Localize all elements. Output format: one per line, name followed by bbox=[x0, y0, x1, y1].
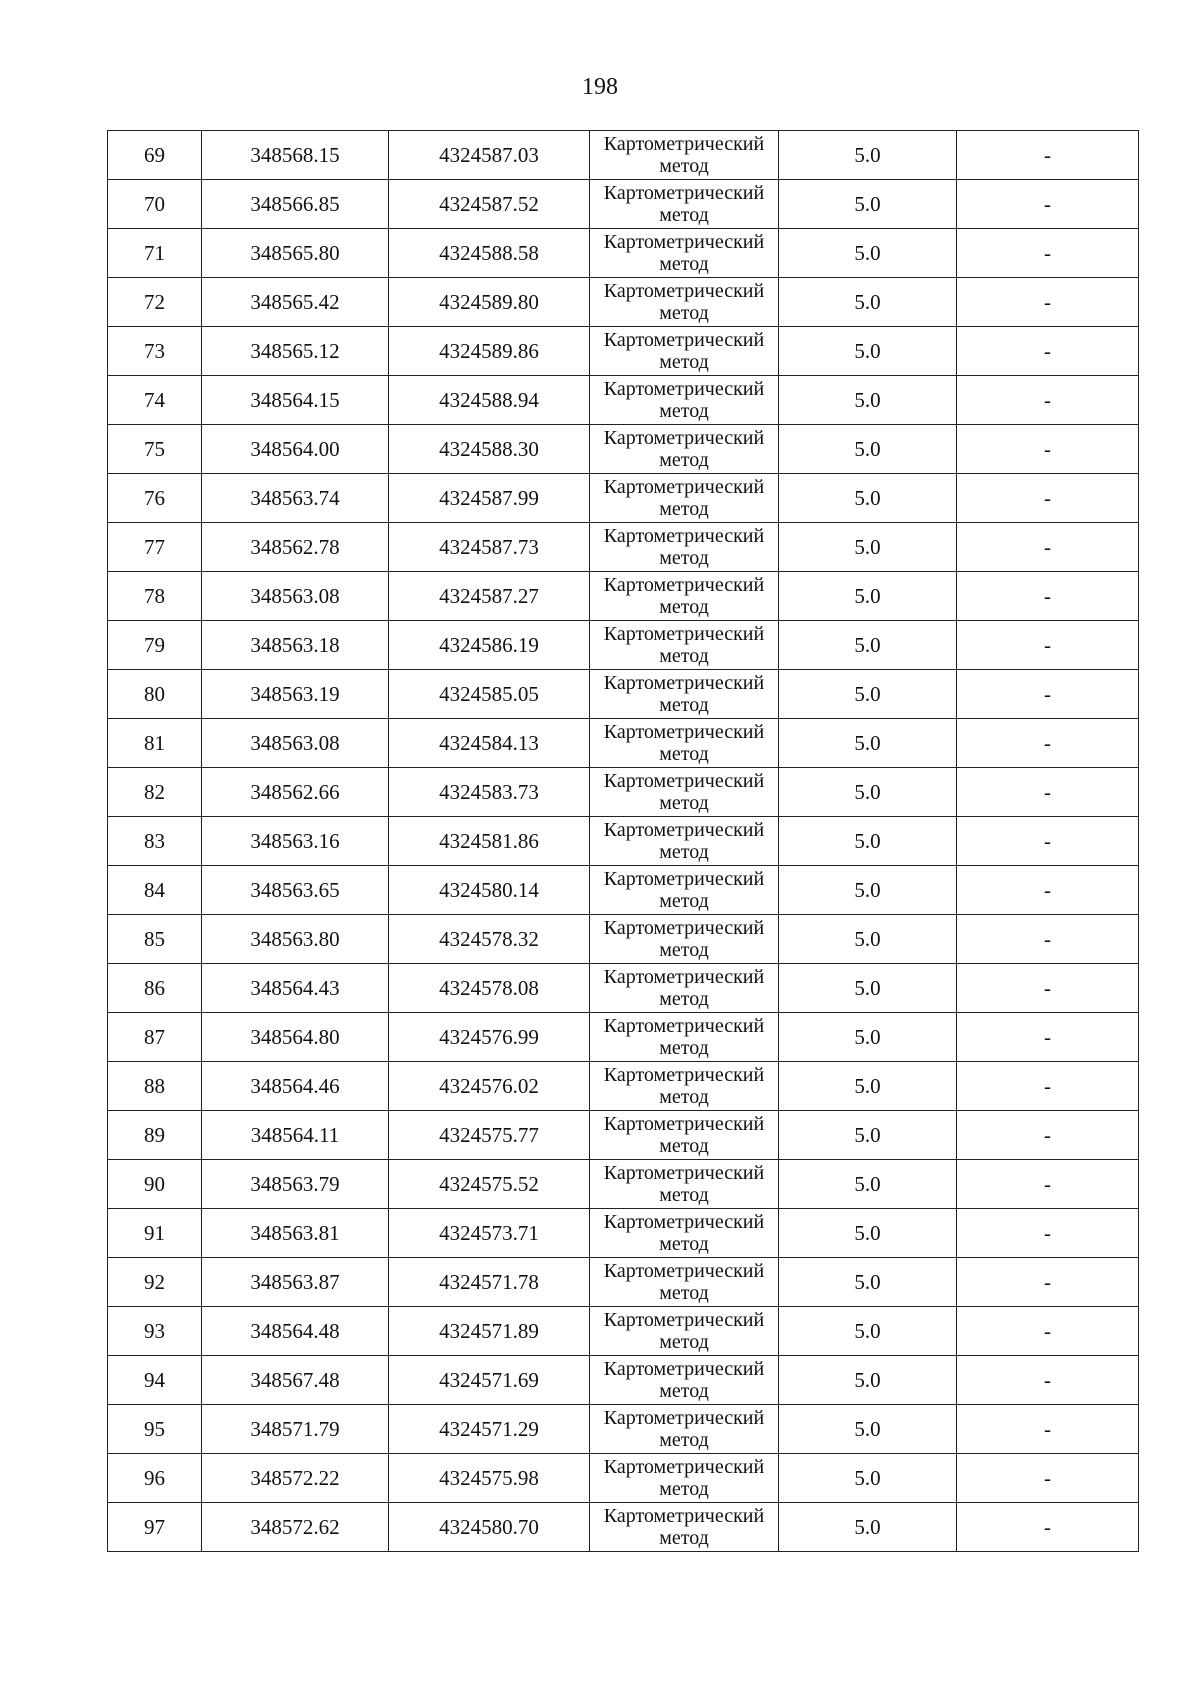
point-number-cell: 95 bbox=[108, 1405, 202, 1454]
method-line-2: метод bbox=[659, 400, 709, 422]
table-row bbox=[108, 1258, 1139, 1307]
y-coordinate-cell: 4324587.52 bbox=[389, 180, 590, 229]
method-line-2: метод bbox=[659, 890, 709, 912]
x-coordinate-cell: 348563.81 bbox=[202, 1209, 389, 1258]
method-line-1: Картометрический bbox=[603, 329, 765, 351]
method-line-2: метод bbox=[659, 743, 709, 765]
x-coordinate-cell: 348564.11 bbox=[202, 1111, 389, 1160]
accuracy-cell: 5.0 bbox=[779, 1258, 957, 1307]
method-line-1: Картометрический bbox=[603, 133, 765, 155]
y-coordinate-cell: 4324585.05 bbox=[389, 670, 590, 719]
point-number-cell: 84 bbox=[108, 866, 202, 915]
point-number-cell: 74 bbox=[108, 376, 202, 425]
page-number: 198 bbox=[582, 74, 618, 100]
note-cell: - bbox=[957, 1209, 1139, 1258]
method-line-2: метод bbox=[659, 1331, 709, 1353]
method-cell bbox=[590, 327, 779, 376]
method-line-2: метод bbox=[659, 253, 709, 275]
method-line-2: метод bbox=[659, 841, 709, 863]
note-cell: - bbox=[957, 425, 1139, 474]
method-cell bbox=[590, 425, 779, 474]
method-cell bbox=[590, 1356, 779, 1405]
y-coordinate-cell: 4324578.32 bbox=[389, 915, 590, 964]
point-number-cell: 97 bbox=[108, 1503, 202, 1552]
y-coordinate-cell: 4324589.86 bbox=[389, 327, 590, 376]
accuracy-cell: 5.0 bbox=[779, 964, 957, 1013]
method-cell bbox=[590, 817, 779, 866]
accuracy-cell: 5.0 bbox=[779, 278, 957, 327]
method-cell bbox=[590, 131, 779, 180]
accuracy-cell: 5.0 bbox=[779, 1160, 957, 1209]
method-cell bbox=[590, 768, 779, 817]
method-line-1: Картометрический bbox=[603, 966, 765, 988]
point-number-cell: 87 bbox=[108, 1013, 202, 1062]
accuracy-cell: 5.0 bbox=[779, 719, 957, 768]
y-coordinate-cell: 4324587.27 bbox=[389, 572, 590, 621]
x-coordinate-cell: 348563.08 bbox=[202, 719, 389, 768]
x-coordinate-cell: 348563.79 bbox=[202, 1160, 389, 1209]
point-number-cell: 90 bbox=[108, 1160, 202, 1209]
method-cell bbox=[590, 1013, 779, 1062]
method-line-2: метод bbox=[659, 1184, 709, 1206]
x-coordinate-cell: 348563.80 bbox=[202, 915, 389, 964]
table-row bbox=[108, 131, 1139, 180]
x-coordinate-cell: 348563.16 bbox=[202, 817, 389, 866]
table-row bbox=[108, 1307, 1139, 1356]
method-line-2: метод bbox=[659, 204, 709, 226]
method-line-1: Картометрический bbox=[603, 721, 765, 743]
method-line-2: метод bbox=[659, 351, 709, 373]
method-line-1: Картометрический bbox=[603, 1260, 765, 1282]
method-line-2: метод bbox=[659, 939, 709, 961]
method-line-2: метод bbox=[659, 155, 709, 177]
method-line-2: метод bbox=[659, 302, 709, 324]
point-number-cell: 76 bbox=[108, 474, 202, 523]
method-line-2: метод bbox=[659, 645, 709, 667]
note-cell: - bbox=[957, 1160, 1139, 1209]
point-number-cell: 80 bbox=[108, 670, 202, 719]
note-cell: - bbox=[957, 1503, 1139, 1552]
method-cell bbox=[590, 1503, 779, 1552]
x-coordinate-cell: 348572.22 bbox=[202, 1454, 389, 1503]
accuracy-cell: 5.0 bbox=[779, 915, 957, 964]
note-cell: - bbox=[957, 376, 1139, 425]
y-coordinate-cell: 4324587.99 bbox=[389, 474, 590, 523]
note-cell: - bbox=[957, 180, 1139, 229]
method-cell bbox=[590, 572, 779, 621]
note-cell: - bbox=[957, 670, 1139, 719]
x-coordinate-cell: 348564.48 bbox=[202, 1307, 389, 1356]
note-cell: - bbox=[957, 1454, 1139, 1503]
note-cell: - bbox=[957, 621, 1139, 670]
y-coordinate-cell: 4324571.89 bbox=[389, 1307, 590, 1356]
method-line-1: Картометрический bbox=[603, 623, 765, 645]
note-cell: - bbox=[957, 866, 1139, 915]
x-coordinate-cell: 348563.87 bbox=[202, 1258, 389, 1307]
note-cell: - bbox=[957, 915, 1139, 964]
x-coordinate-cell: 348565.80 bbox=[202, 229, 389, 278]
accuracy-cell: 5.0 bbox=[779, 1307, 957, 1356]
point-number-cell: 69 bbox=[108, 131, 202, 180]
accuracy-cell: 5.0 bbox=[779, 1356, 957, 1405]
method-cell bbox=[590, 229, 779, 278]
method-line-2: метод bbox=[659, 1233, 709, 1255]
method-line-1: Картометрический bbox=[603, 1113, 765, 1135]
method-line-1: Картометрический bbox=[603, 770, 765, 792]
method-line-1: Картометрический bbox=[603, 1211, 765, 1233]
note-cell: - bbox=[957, 327, 1139, 376]
x-coordinate-cell: 348564.43 bbox=[202, 964, 389, 1013]
method-line-1: Картометрический bbox=[603, 917, 765, 939]
accuracy-cell: 5.0 bbox=[779, 1503, 957, 1552]
table-row bbox=[108, 376, 1139, 425]
point-number-cell: 71 bbox=[108, 229, 202, 278]
point-number-cell: 94 bbox=[108, 1356, 202, 1405]
method-line-2: метод bbox=[659, 694, 709, 716]
accuracy-cell: 5.0 bbox=[779, 572, 957, 621]
y-coordinate-cell: 4324586.19 bbox=[389, 621, 590, 670]
table-body bbox=[108, 131, 1139, 1552]
method-line-2: метод bbox=[659, 1429, 709, 1451]
point-number-cell: 86 bbox=[108, 964, 202, 1013]
x-coordinate-cell: 348564.46 bbox=[202, 1062, 389, 1111]
x-coordinate-cell: 348563.65 bbox=[202, 866, 389, 915]
table-row bbox=[108, 915, 1139, 964]
method-line-2: метод bbox=[659, 1282, 709, 1304]
table-row bbox=[108, 572, 1139, 621]
accuracy-cell: 5.0 bbox=[779, 817, 957, 866]
method-cell bbox=[590, 1209, 779, 1258]
method-line-1: Картометрический bbox=[603, 1456, 765, 1478]
table-row bbox=[108, 768, 1139, 817]
table-row bbox=[108, 229, 1139, 278]
y-coordinate-cell: 4324580.70 bbox=[389, 1503, 590, 1552]
point-number-cell: 83 bbox=[108, 817, 202, 866]
table-row bbox=[108, 1111, 1139, 1160]
method-line-2: метод bbox=[659, 1086, 709, 1108]
method-cell bbox=[590, 523, 779, 572]
method-cell bbox=[590, 964, 779, 1013]
note-cell: - bbox=[957, 1111, 1139, 1160]
table-row bbox=[108, 670, 1139, 719]
x-coordinate-cell: 348562.66 bbox=[202, 768, 389, 817]
table-row bbox=[108, 866, 1139, 915]
table-row bbox=[108, 278, 1139, 327]
method-cell bbox=[590, 180, 779, 229]
method-line-1: Картометрический bbox=[603, 574, 765, 596]
y-coordinate-cell: 4324576.02 bbox=[389, 1062, 590, 1111]
table-row bbox=[108, 817, 1139, 866]
note-cell: - bbox=[957, 229, 1139, 278]
method-line-1: Картометрический bbox=[603, 1309, 765, 1331]
point-number-cell: 73 bbox=[108, 327, 202, 376]
y-coordinate-cell: 4324571.29 bbox=[389, 1405, 590, 1454]
x-coordinate-cell: 348567.48 bbox=[202, 1356, 389, 1405]
method-line-1: Картометрический bbox=[603, 427, 765, 449]
table-row bbox=[108, 1405, 1139, 1454]
x-coordinate-cell: 348565.12 bbox=[202, 327, 389, 376]
point-number-cell: 89 bbox=[108, 1111, 202, 1160]
method-line-1: Картометрический bbox=[603, 378, 765, 400]
point-number-cell: 72 bbox=[108, 278, 202, 327]
note-cell: - bbox=[957, 523, 1139, 572]
point-number-cell: 79 bbox=[108, 621, 202, 670]
table-row bbox=[108, 1503, 1139, 1552]
note-cell: - bbox=[957, 1062, 1139, 1111]
x-coordinate-cell: 348564.00 bbox=[202, 425, 389, 474]
y-coordinate-cell: 4324584.13 bbox=[389, 719, 590, 768]
accuracy-cell: 5.0 bbox=[779, 1111, 957, 1160]
note-cell: - bbox=[957, 964, 1139, 1013]
method-line-2: метод bbox=[659, 1478, 709, 1500]
method-line-1: Картометрический bbox=[603, 231, 765, 253]
x-coordinate-cell: 348563.08 bbox=[202, 572, 389, 621]
table-row bbox=[108, 621, 1139, 670]
note-cell: - bbox=[957, 572, 1139, 621]
accuracy-cell: 5.0 bbox=[779, 376, 957, 425]
method-line-1: Картометрический bbox=[603, 1162, 765, 1184]
accuracy-cell: 5.0 bbox=[779, 1454, 957, 1503]
table-row bbox=[108, 1062, 1139, 1111]
method-line-1: Картометрический bbox=[603, 280, 765, 302]
method-line-1: Картометрический bbox=[603, 1358, 765, 1380]
point-number-cell: 92 bbox=[108, 1258, 202, 1307]
x-coordinate-cell: 348562.78 bbox=[202, 523, 389, 572]
method-cell bbox=[590, 1454, 779, 1503]
method-line-1: Картометрический bbox=[603, 819, 765, 841]
table-row bbox=[108, 1160, 1139, 1209]
x-coordinate-cell: 348571.79 bbox=[202, 1405, 389, 1454]
method-line-2: метод bbox=[659, 1037, 709, 1059]
method-line-2: метод bbox=[659, 596, 709, 618]
table-row bbox=[108, 523, 1139, 572]
y-coordinate-cell: 4324587.73 bbox=[389, 523, 590, 572]
table-row bbox=[108, 964, 1139, 1013]
x-coordinate-cell: 348563.18 bbox=[202, 621, 389, 670]
x-coordinate-cell: 348563.19 bbox=[202, 670, 389, 719]
method-cell bbox=[590, 376, 779, 425]
method-cell bbox=[590, 474, 779, 523]
accuracy-cell: 5.0 bbox=[779, 621, 957, 670]
y-coordinate-cell: 4324571.78 bbox=[389, 1258, 590, 1307]
x-coordinate-cell: 348565.42 bbox=[202, 278, 389, 327]
method-line-1: Картометрический bbox=[603, 1064, 765, 1086]
method-line-1: Картометрический bbox=[603, 182, 765, 204]
method-line-1: Картометрический bbox=[603, 1407, 765, 1429]
method-line-2: метод bbox=[659, 1527, 709, 1549]
y-coordinate-cell: 4324588.30 bbox=[389, 425, 590, 474]
method-cell bbox=[590, 621, 779, 670]
note-cell: - bbox=[957, 719, 1139, 768]
accuracy-cell: 5.0 bbox=[779, 425, 957, 474]
point-number-cell: 77 bbox=[108, 523, 202, 572]
accuracy-cell: 5.0 bbox=[779, 229, 957, 278]
method-line-1: Картометрический bbox=[603, 1505, 765, 1527]
accuracy-cell: 5.0 bbox=[779, 474, 957, 523]
note-cell: - bbox=[957, 1356, 1139, 1405]
table-row bbox=[108, 1454, 1139, 1503]
method-cell bbox=[590, 1062, 779, 1111]
y-coordinate-cell: 4324588.94 bbox=[389, 376, 590, 425]
note-cell: - bbox=[957, 278, 1139, 327]
note-cell: - bbox=[957, 768, 1139, 817]
note-cell: - bbox=[957, 1307, 1139, 1356]
point-number-cell: 85 bbox=[108, 915, 202, 964]
table-row bbox=[108, 1356, 1139, 1405]
accuracy-cell: 5.0 bbox=[779, 768, 957, 817]
method-line-2: метод bbox=[659, 547, 709, 569]
y-coordinate-cell: 4324575.77 bbox=[389, 1111, 590, 1160]
x-coordinate-cell: 348566.85 bbox=[202, 180, 389, 229]
point-number-cell: 88 bbox=[108, 1062, 202, 1111]
y-coordinate-cell: 4324588.58 bbox=[389, 229, 590, 278]
method-line-2: метод bbox=[659, 449, 709, 471]
point-number-cell: 75 bbox=[108, 425, 202, 474]
method-cell bbox=[590, 915, 779, 964]
y-coordinate-cell: 4324587.03 bbox=[389, 131, 590, 180]
method-line-1: Картометрический bbox=[603, 1015, 765, 1037]
accuracy-cell: 5.0 bbox=[779, 327, 957, 376]
accuracy-cell: 5.0 bbox=[779, 523, 957, 572]
point-number-cell: 81 bbox=[108, 719, 202, 768]
method-cell bbox=[590, 1307, 779, 1356]
table-row bbox=[108, 425, 1139, 474]
point-number-cell: 78 bbox=[108, 572, 202, 621]
y-coordinate-cell: 4324571.69 bbox=[389, 1356, 590, 1405]
note-cell: - bbox=[957, 1405, 1139, 1454]
point-number-cell: 70 bbox=[108, 180, 202, 229]
method-cell bbox=[590, 1160, 779, 1209]
point-number-cell: 93 bbox=[108, 1307, 202, 1356]
note-cell: - bbox=[957, 131, 1139, 180]
table-row bbox=[108, 1209, 1139, 1258]
x-coordinate-cell: 348564.15 bbox=[202, 376, 389, 425]
y-coordinate-cell: 4324575.52 bbox=[389, 1160, 590, 1209]
point-number-cell: 82 bbox=[108, 768, 202, 817]
method-cell bbox=[590, 1111, 779, 1160]
y-coordinate-cell: 4324581.86 bbox=[389, 817, 590, 866]
method-line-1: Картометрический bbox=[603, 672, 765, 694]
accuracy-cell: 5.0 bbox=[779, 1209, 957, 1258]
note-cell: - bbox=[957, 1013, 1139, 1062]
y-coordinate-cell: 4324578.08 bbox=[389, 964, 590, 1013]
method-cell bbox=[590, 1258, 779, 1307]
method-line-2: метод bbox=[659, 1380, 709, 1402]
accuracy-cell: 5.0 bbox=[779, 180, 957, 229]
method-line-2: метод bbox=[659, 498, 709, 520]
x-coordinate-cell: 348572.62 bbox=[202, 1503, 389, 1552]
method-cell bbox=[590, 866, 779, 915]
method-line-2: метод bbox=[659, 988, 709, 1010]
method-line-1: Картометрический bbox=[603, 476, 765, 498]
y-coordinate-cell: 4324575.98 bbox=[389, 1454, 590, 1503]
method-line-2: метод bbox=[659, 792, 709, 814]
accuracy-cell: 5.0 bbox=[779, 670, 957, 719]
accuracy-cell: 5.0 bbox=[779, 131, 957, 180]
y-coordinate-cell: 4324589.80 bbox=[389, 278, 590, 327]
method-line-2: метод bbox=[659, 1135, 709, 1157]
method-line-1: Картометрический bbox=[603, 525, 765, 547]
note-cell: - bbox=[957, 1258, 1139, 1307]
y-coordinate-cell: 4324583.73 bbox=[389, 768, 590, 817]
accuracy-cell: 5.0 bbox=[779, 1013, 957, 1062]
y-coordinate-cell: 4324573.71 bbox=[389, 1209, 590, 1258]
table-row bbox=[108, 327, 1139, 376]
y-coordinate-cell: 4324576.99 bbox=[389, 1013, 590, 1062]
x-coordinate-cell: 348564.80 bbox=[202, 1013, 389, 1062]
y-coordinate-cell: 4324580.14 bbox=[389, 866, 590, 915]
table-row bbox=[108, 1013, 1139, 1062]
x-coordinate-cell: 348563.74 bbox=[202, 474, 389, 523]
accuracy-cell: 5.0 bbox=[779, 1062, 957, 1111]
accuracy-cell: 5.0 bbox=[779, 866, 957, 915]
point-number-cell: 96 bbox=[108, 1454, 202, 1503]
method-cell bbox=[590, 278, 779, 327]
x-coordinate-cell: 348568.15 bbox=[202, 131, 389, 180]
accuracy-cell: 5.0 bbox=[779, 1405, 957, 1454]
coordinates-table bbox=[107, 130, 1139, 1552]
method-cell bbox=[590, 670, 779, 719]
table-row bbox=[108, 474, 1139, 523]
method-cell bbox=[590, 719, 779, 768]
point-number-cell: 91 bbox=[108, 1209, 202, 1258]
note-cell: - bbox=[957, 474, 1139, 523]
table-row bbox=[108, 180, 1139, 229]
table-row bbox=[108, 719, 1139, 768]
note-cell: - bbox=[957, 817, 1139, 866]
method-cell bbox=[590, 1405, 779, 1454]
method-line-1: Картометрический bbox=[603, 868, 765, 890]
